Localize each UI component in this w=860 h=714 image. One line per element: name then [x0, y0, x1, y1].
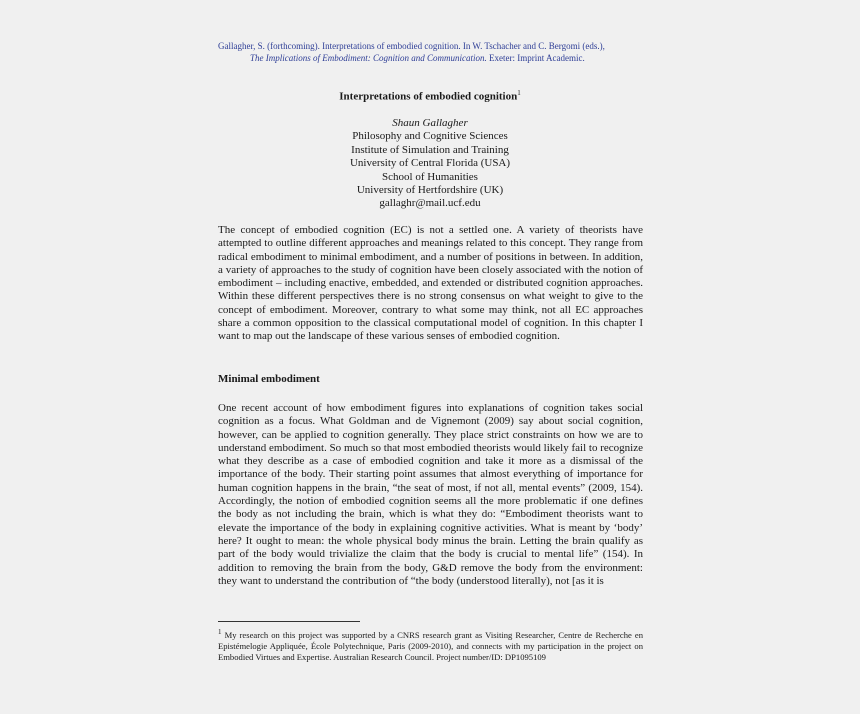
footnote-text: My research on this project was supported by a CNRS research grant as Visiting Researcher, Centre de Recherche en Epistémelogie Appliquée, École Polytechnique, Paris (2009-2010), and connects with my participation in the project on Embodied Virtues and Expertise. Australian Research Council. Project number/ID: DP1095109: [218, 629, 643, 663]
citation-publisher: Exeter: Imprint Academic.: [489, 53, 585, 63]
footnote-mark: 1: [218, 628, 222, 636]
author-name: Shaun Gallagher: [392, 117, 468, 129]
citation-header: [218, 40, 648, 64]
footnote: [218, 627, 643, 664]
author-email: gallaghr@mail.ucf.edu: [379, 197, 481, 210]
abstract-paragraph: The concept of embodied cognition (EC) is not a settled one. A variety of theorists have attempted to outline different approaches and meanings related to this concept. They range from radical embodiment to minimal embodiment, and a number of positions in between. In addition, a variety of approaches to the study of cognition have been closely associated with the notion of embodiment – including enactive, embedded, and extended or distributed cognition approaches. Within these different perspectives there is no strong consensus on what weight to give to the concept of embodiment. Moreover, contrary to what some may think, not all EC approaches share a common opposition to the classical computational model of cognition. In this chapter I want to map out the landscape of these various senses of embodied cognition.: [218, 224, 643, 343]
paper-title-text: Interpretations of embodied cognition: [339, 90, 518, 103]
title-footnote-mark: 1: [517, 89, 521, 97]
footnote-divider: [218, 621, 360, 622]
author-block: [0, 117, 860, 211]
body-paragraph: One recent account of how embodiment figures into explanations of cognition takes social cognition as a focus. What Goldman and de Vignemont (2009) say about social cognition, however, can be applied to cognition generally. They place strict constraints on how we are to understand embodiment. So much so that most embodied theorists would likely fail to recognize what they describe as a case of embodied cognition and take it more as a dismissal of the importance of the body. Their starting point assumes that almost everything of importance for human cognition happens in the brain, “the seat of most, if not all, mental events” (2009, 154). Accordingly, the notion of embodied cognition seems all the more problematic if one defines the body as not including the brain, which is what they do: “Embodiment theorists want to elevate the importance of the body in explaining cognitive activities. What is meant by ‘body’ here? It ought to mean: the whole physical body minus the brain. Letting the brain qualify as part of the body would trivialize the claim that the body is crucial to mental life” (154). In addition to removing the brain from the body, G&D remove the body from the environment: they want to understand the contribution of “the body (understood literally), not [as it is: [218, 402, 643, 587]
affiliation-line: School of Humanities: [382, 170, 478, 183]
affiliation-line: University of Central Florida (USA): [349, 157, 511, 170]
affiliation-line: Philosophy and Cognitive Sciences: [352, 130, 508, 143]
section-heading: Minimal embodiment: [218, 373, 320, 385]
citation-line-2: [218, 52, 648, 64]
affiliation-line: Institute of Simulation and Training: [351, 143, 509, 156]
paper-title: [0, 89, 860, 103]
citation-line-1: Gallagher, S. (forthcoming). Interpretations of embodied cognition. In W. Tschacher and C. Bergomi (eds.),: [218, 41, 605, 51]
affiliation-line: University of Hertfordshire (UK): [356, 184, 504, 197]
citation-book-title: The Implications of Embodiment: Cognition and Communication.: [250, 53, 487, 63]
